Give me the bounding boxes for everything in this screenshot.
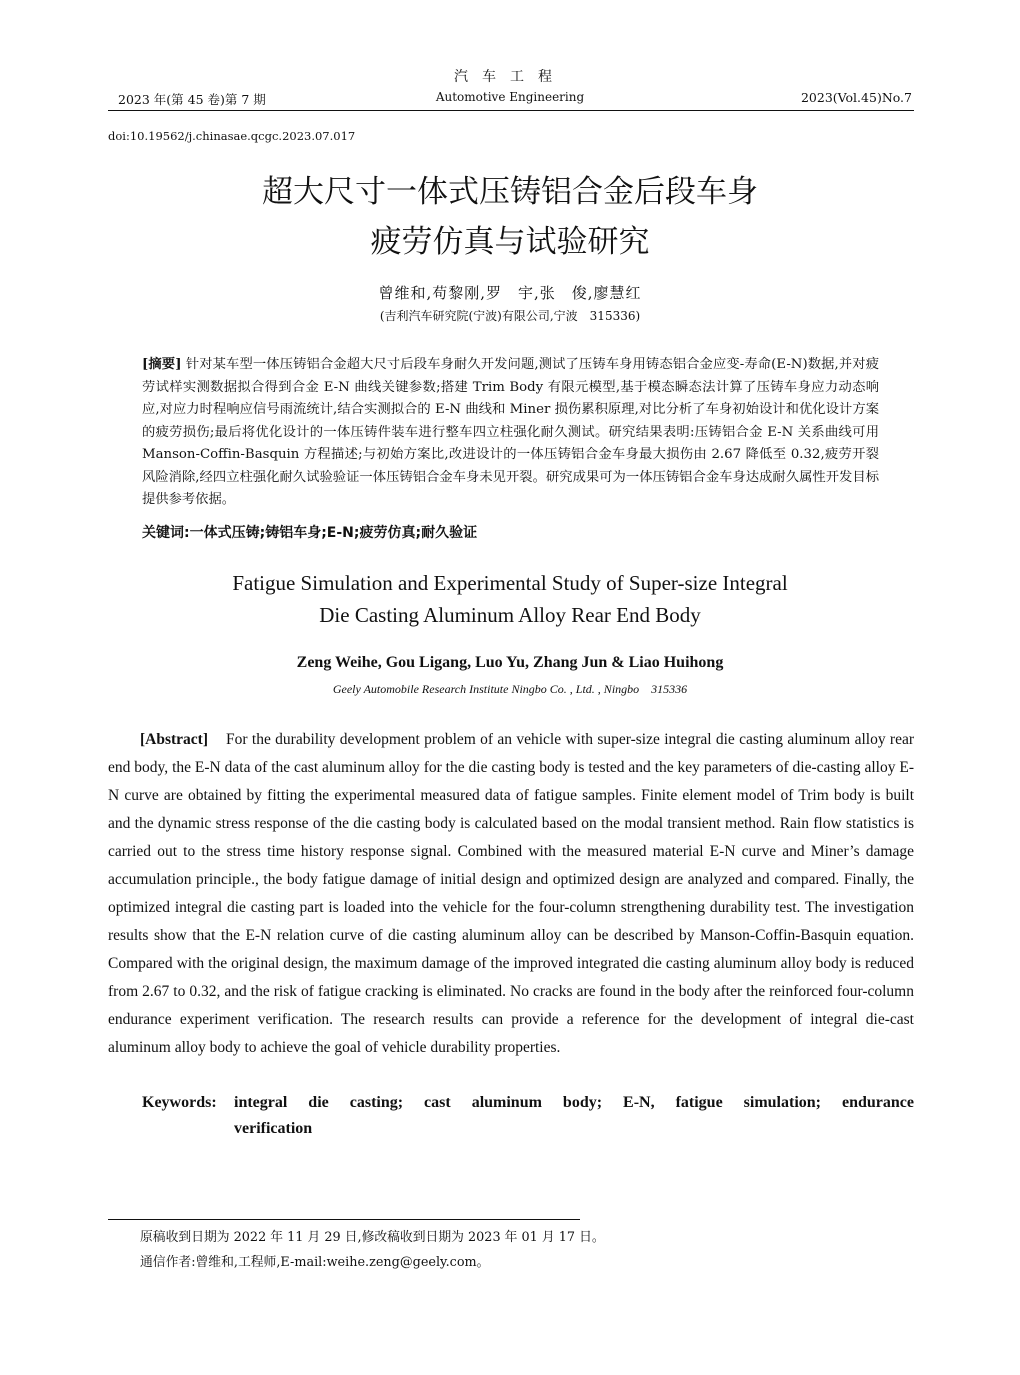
title-cn-line2: 疲劳仿真与试验研究: [370, 224, 650, 260]
authors-cn: 曾维和,苟黎刚,罗 宇,张 俊,廖慧红: [378, 284, 642, 302]
abstract-cn-label: [摘要]: [142, 357, 182, 372]
affiliation-cn: (吉利汽车研究院(宁波)有限公司,宁波 315336): [379, 309, 641, 323]
journal-name-cn: 汽车工程: [454, 69, 566, 85]
doi: doi:10.19562/j.chinasae.qcgc.2023.07.017: [108, 129, 356, 143]
affiliation-en: Geely Automobile Research Institute Ningbo Co. , Ltd. , Ningbo 315336: [332, 682, 688, 696]
keywords-en-text: integral die casting; cast aluminum body; E-N, fatigue simulation; endurance verification: [234, 1094, 914, 1137]
abstract-en: [108, 726, 914, 1062]
abstract-cn-text: 针对某车型一体压铸铝合金超大尺寸后段车身耐久开发问题,测试了压铸车身用铸态铝合金应变-寿命(E-N)数据,并对疲劳试样实测数据拟合得到合金 E-N 曲线关键参数;搭建 Trim Body 有限元模型,基于模态瞬态法计算了压铸车身应力动态响应,对应力时程响应信号雨流统计,结合实测拟合的 E-N 曲线和 Miner 损伤累积原理,对比分析了车身初始设计和优化设计方案的疲劳损伤;最后将优化设计的一体压铸件装车进行整车四立柱强化耐久测试。研究结果表明:压铸铝合金 E-N 关系曲线可用 Manson-Coffin-Basquin 方程描述;与初始方案比,改进设计的一体压铸铝合金车身最大损伤由 2.67 降低至 0.32,疲劳开裂风险消除,经四立柱强化耐久试验验证一体压铸铝合金车身未见开裂。研究成果可为一体压铸铝合金车身达成耐久属性开发目标提供参考依据。: [142, 357, 879, 507]
abstract-en-text: For the durability development problem of an vehicle with super-size integral die casting aluminum alloy rear end body, the E-N data of the cast aluminum alloy for the die casting body is tested and the key parameters of die-casting alloy E-N curve are obtained by fitting the experimental measured data of fatigue samples. Finite element model of Trim body is built and the dynamic stress response of the die casting body is calculated based on the modal transient method. Rain flow statistics is carried out to the stress time history response signal. Combined with the measured material E-N curve and Miner’s damage accumulation principle., the body fatigue damage of initial design and optimized design are analyzed and compared. Finally, the optimized integral die casting part is loaded into the vehicle for the four-column strengthening durability test. The investigation results show that the E-N relation curve of die casting aluminum alloy can be described by Manson-Coffin-Basquin equation. Compared with the original design, the maximum damage of the improved integrated die casting aluminum alloy body is reduced from 2.67 to 0.32, and the risk of fatigue cracking is eliminated. No cracks are found in the body after the reinforced four-column endurance experiment verification. The research results can provide a reference for the development of integral die-cast aluminum alloy body to achieve the goal of vehicle durability properties.: [108, 731, 914, 1056]
title-cn-line1: 超大尺寸一体式压铸铝合金后段车身: [262, 174, 758, 210]
title-en-line2: Die Casting Aluminum Alloy Rear End Body: [319, 603, 701, 627]
abstract-en-label: [Abstract]: [140, 731, 209, 748]
authors-en: Zeng Weihe, Gou Ligang, Luo Yu, Zhang Jun & Liao Huihong: [296, 654, 724, 671]
abstract-cn: [142, 354, 879, 512]
footnote-corresponding: 通信作者:曾维和,工程师,E-mail:weihe.zeng@geely.com。: [140, 1255, 490, 1270]
issue-en: 2023(Vol.45)No.7: [800, 90, 912, 105]
keywords-en-label: Keywords:: [142, 1094, 217, 1111]
title-en-line1: Fatigue Simulation and Experimental Study of Super-size Integral: [232, 571, 788, 595]
header-rule: [108, 110, 914, 111]
footnote-rule: [108, 1219, 580, 1220]
keywords-cn: 关键词:一体式压铸;铸铝车身;E-N;疲劳仿真;耐久验证: [142, 525, 478, 541]
journal-name-en: Automotive Engineering: [435, 90, 585, 104]
title-en: [0, 567, 1020, 631]
keywords-en: [142, 1090, 914, 1142]
issue-cn: 2023 年(第 45 卷)第 7 期: [118, 92, 266, 107]
footnote-received: 原稿收到日期为 2022 年 11 月 29 日,修改稿收到日期为 2023 年 01 月 17 日。: [140, 1230, 605, 1245]
